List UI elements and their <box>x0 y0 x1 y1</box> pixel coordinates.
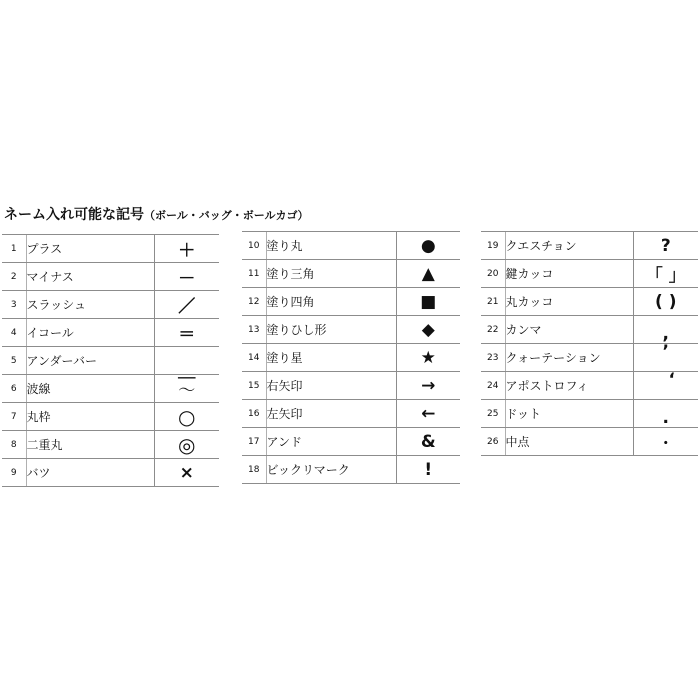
symbol-cell <box>154 319 219 347</box>
table-row <box>481 400 698 428</box>
exclamation-icon: ! <box>424 459 433 480</box>
symbol-name: クエスチョン <box>505 232 633 260</box>
row-number: 16 <box>242 400 266 428</box>
table-row <box>2 403 219 431</box>
equals-icon: ＝ <box>178 325 196 345</box>
symbol-cell <box>154 291 219 319</box>
circle-outline-icon: ○ <box>178 404 196 429</box>
row-number: 7 <box>2 403 26 431</box>
symbol-cell <box>154 235 219 263</box>
symbol-name: 右矢印 <box>266 372 396 400</box>
filled-triangle-icon: ▲ <box>421 263 435 284</box>
filled-square-icon: ■ <box>420 291 437 312</box>
symbol-name: クォーテーション <box>505 344 633 372</box>
row-number: 11 <box>242 260 266 288</box>
symbol-name: バツ <box>26 459 154 487</box>
row-number: 17 <box>242 428 266 456</box>
quotation-icon: ’ <box>662 341 669 362</box>
row-number: 14 <box>242 344 266 372</box>
row-number: 26 <box>481 428 505 456</box>
row-number: 13 <box>242 316 266 344</box>
symbol-cell <box>396 400 460 428</box>
symbol-cell <box>633 260 698 288</box>
table-row <box>2 347 219 375</box>
symbol-name: マイナス <box>26 263 154 291</box>
comma-icon: , <box>662 323 669 344</box>
symbol-name: ビックリマーク <box>266 456 396 484</box>
row-number: 6 <box>2 375 26 403</box>
row-number: 8 <box>2 431 26 459</box>
page-title <box>4 204 309 224</box>
table-row <box>242 428 460 456</box>
symbol-name: 二重丸 <box>26 431 154 459</box>
row-number: 12 <box>242 288 266 316</box>
wave-dash-icon: 〜 <box>178 381 196 401</box>
table-row <box>2 431 219 459</box>
symbol-cell <box>396 428 460 456</box>
table-row <box>242 316 460 344</box>
row-number: 5 <box>2 347 26 375</box>
row-number: 4 <box>2 319 26 347</box>
table-row <box>242 232 460 260</box>
corner-brackets-icon: 「 」 <box>645 266 686 286</box>
right-arrow-icon: → <box>421 375 436 396</box>
symbol-cell <box>396 344 460 372</box>
row-number: 2 <box>2 263 26 291</box>
symbol-name: 丸枠 <box>26 403 154 431</box>
row-number: 10 <box>242 232 266 260</box>
middle-dot-icon: ・ <box>657 434 675 454</box>
symbol-name: 塗りひし形 <box>266 316 396 344</box>
plus-icon: ＋ <box>178 241 196 261</box>
table-row <box>481 316 698 344</box>
symbol-cell <box>396 372 460 400</box>
symbol-name: 中点 <box>505 428 633 456</box>
symbol-name: 丸カッコ <box>505 288 633 316</box>
symbol-cell <box>633 288 698 316</box>
filled-circle-icon: ● <box>420 235 436 256</box>
symbol-name: 塗り四角 <box>266 288 396 316</box>
symbol-cell <box>154 459 219 487</box>
dot-icon: . <box>662 407 669 428</box>
symbol-cell <box>633 232 698 260</box>
symbol-cell <box>154 347 219 381</box>
table-row <box>481 288 698 316</box>
table-row <box>242 260 460 288</box>
symbol-cell <box>154 431 219 459</box>
symbol-cell <box>633 316 698 344</box>
symbol-table-1 <box>2 234 219 487</box>
symbol-name: イコール <box>26 319 154 347</box>
minus-icon: － <box>178 269 196 289</box>
table-row <box>2 319 219 347</box>
symbol-cell <box>633 341 698 372</box>
symbol-name: カンマ <box>505 316 633 344</box>
table-row <box>242 400 460 428</box>
double-circle-icon: ◎ <box>178 432 196 457</box>
ampersand-icon: & <box>420 431 436 452</box>
table-row <box>2 235 219 263</box>
symbol-cell <box>633 369 698 400</box>
table-row <box>242 456 460 484</box>
row-number: 3 <box>2 291 26 319</box>
row-number: 18 <box>242 456 266 484</box>
table-row <box>2 459 219 487</box>
symbol-name: ドット <box>505 400 633 428</box>
symbol-table-2 <box>242 231 460 484</box>
table-row <box>242 344 460 372</box>
title-text: ネーム入れ可能な記号 <box>4 207 144 223</box>
symbol-cell <box>154 403 219 431</box>
symbol-name: 塗り星 <box>266 344 396 372</box>
slash-icon: ／ <box>178 297 196 317</box>
left-arrow-icon: ← <box>421 403 436 424</box>
table-row <box>481 428 698 456</box>
symbol-cell <box>633 400 698 428</box>
table-row <box>481 344 698 372</box>
title-subtitle: （ボール・バッグ・ボールカゴ） <box>144 209 309 222</box>
table-row <box>242 288 460 316</box>
symbol-cell <box>396 288 460 316</box>
row-number: 24 <box>481 372 505 400</box>
symbol-cell <box>396 232 460 260</box>
symbol-cell <box>633 428 698 456</box>
parentheses-icon: ( ) <box>655 291 677 312</box>
symbol-name: スラッシュ <box>26 291 154 319</box>
symbol-name: 塗り三角 <box>266 260 396 288</box>
symbol-cell <box>396 260 460 288</box>
symbol-name: 塗り丸 <box>266 232 396 260</box>
symbol-cell <box>396 316 460 344</box>
cross-icon: × <box>179 462 194 483</box>
table-row <box>2 263 219 291</box>
table-row <box>481 260 698 288</box>
symbol-cell <box>396 456 460 484</box>
filled-star-icon: ★ <box>420 347 436 368</box>
symbol-name: プラス <box>26 235 154 263</box>
table-row <box>2 291 219 319</box>
symbol-name: アンド <box>266 428 396 456</box>
symbol-name: 鍵カッコ <box>505 260 633 288</box>
row-number: 15 <box>242 372 266 400</box>
table-row <box>481 232 698 260</box>
row-number: 19 <box>481 232 505 260</box>
row-number: 1 <box>2 235 26 263</box>
row-number: 20 <box>481 260 505 288</box>
row-number: 25 <box>481 400 505 428</box>
underscore-icon: ＿ <box>178 361 196 381</box>
row-number: 21 <box>481 288 505 316</box>
apostrophe-icon: ‘ <box>668 369 675 390</box>
symbol-cell <box>154 263 219 291</box>
symbol-table-3 <box>481 231 698 456</box>
symbol-name: アポストロフィ <box>505 372 633 400</box>
table-row <box>242 372 460 400</box>
filled-diamond-icon: ◆ <box>421 319 435 340</box>
row-number: 23 <box>481 344 505 372</box>
row-number: 22 <box>481 316 505 344</box>
symbol-name: 左矢印 <box>266 400 396 428</box>
table-row <box>481 372 698 400</box>
symbol-name: アンダーバー <box>26 347 154 375</box>
question-icon: ? <box>660 235 671 256</box>
symbol-name: 波線 <box>26 375 154 403</box>
row-number: 9 <box>2 459 26 487</box>
